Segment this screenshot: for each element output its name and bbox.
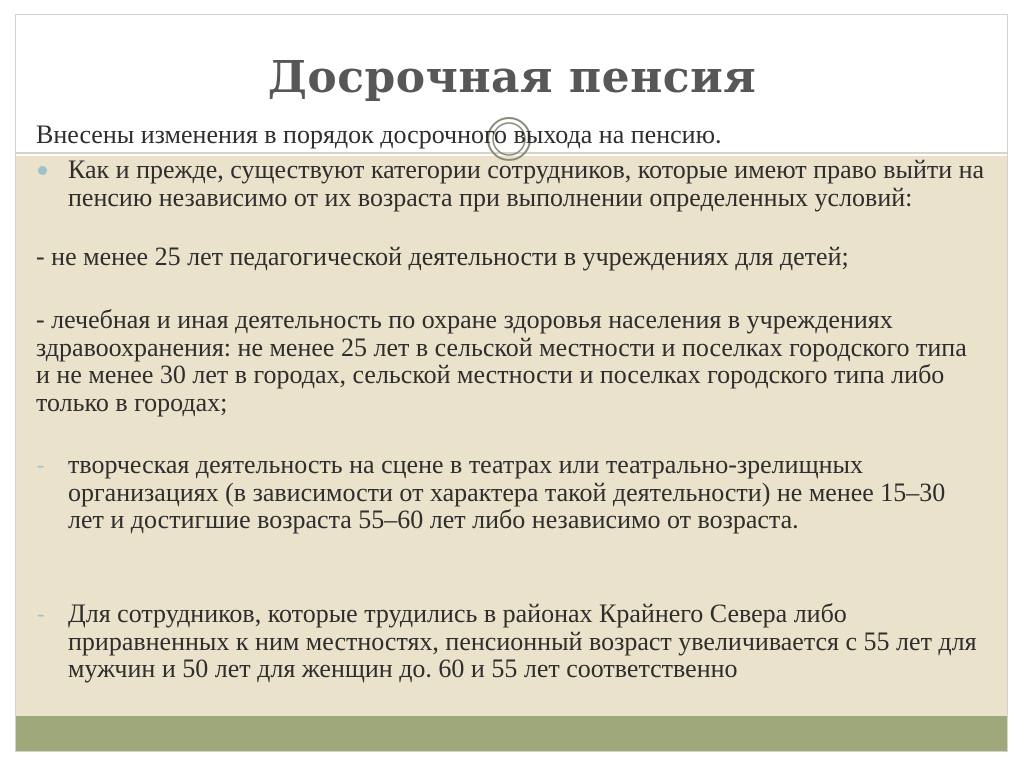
paragraph-medical: - лечебная и иная деятельность по охране здоровья населения в учреждениях здравоохранения: не менее 25 лет в сельской местности и поселках городского типа и не менее 30 лет в городах, сельской местности и поселках городского типа либо только в городах; [36, 305, 967, 417]
bullet-marker [36, 451, 68, 534]
circle-bullet-icon [38, 166, 47, 175]
list-item [36, 156, 986, 211]
bullet-marker [36, 156, 68, 211]
footer-band [16, 716, 1007, 751]
list-item [36, 600, 986, 683]
intro-text: Внесены изменения в порядок досрочного выхода на пенсию. [36, 120, 722, 149]
list-item [36, 451, 986, 534]
dash-bullet: - [37, 452, 45, 477]
bullet-text-categories: Как и прежде, существуют категории сотрудников, которые имеют право выйти на пенсию независимо от их возраста при выполнении определенных условий: [68, 155, 985, 212]
header-divider [16, 152, 1007, 154]
dash-bullet: - [37, 601, 45, 626]
bullet-marker [36, 600, 68, 683]
bullet-text-north: Для сотрудников, которые трудились в районах Крайнего Севера либо приравненных к ним местностях, пенсионный возраст увеличивается с 55 лет для мужчин и 50 лет для женщин до. 60 и 55 лет соответственно [68, 599, 977, 683]
paragraph-pedagogical: - не менее 25 лет педагогической деятельности в учреждениях для детей; [36, 242, 849, 271]
page-title: Досрочная пенсия [267, 52, 757, 103]
bullet-text-creative: творческая деятельность на сцене в театрах или театрально-зрелищных организациях (в зависимости от характера такой деятельности) не менее 15–30 лет и достигшие возраста 55–60 лет либо независимо от возраста. [68, 450, 946, 534]
